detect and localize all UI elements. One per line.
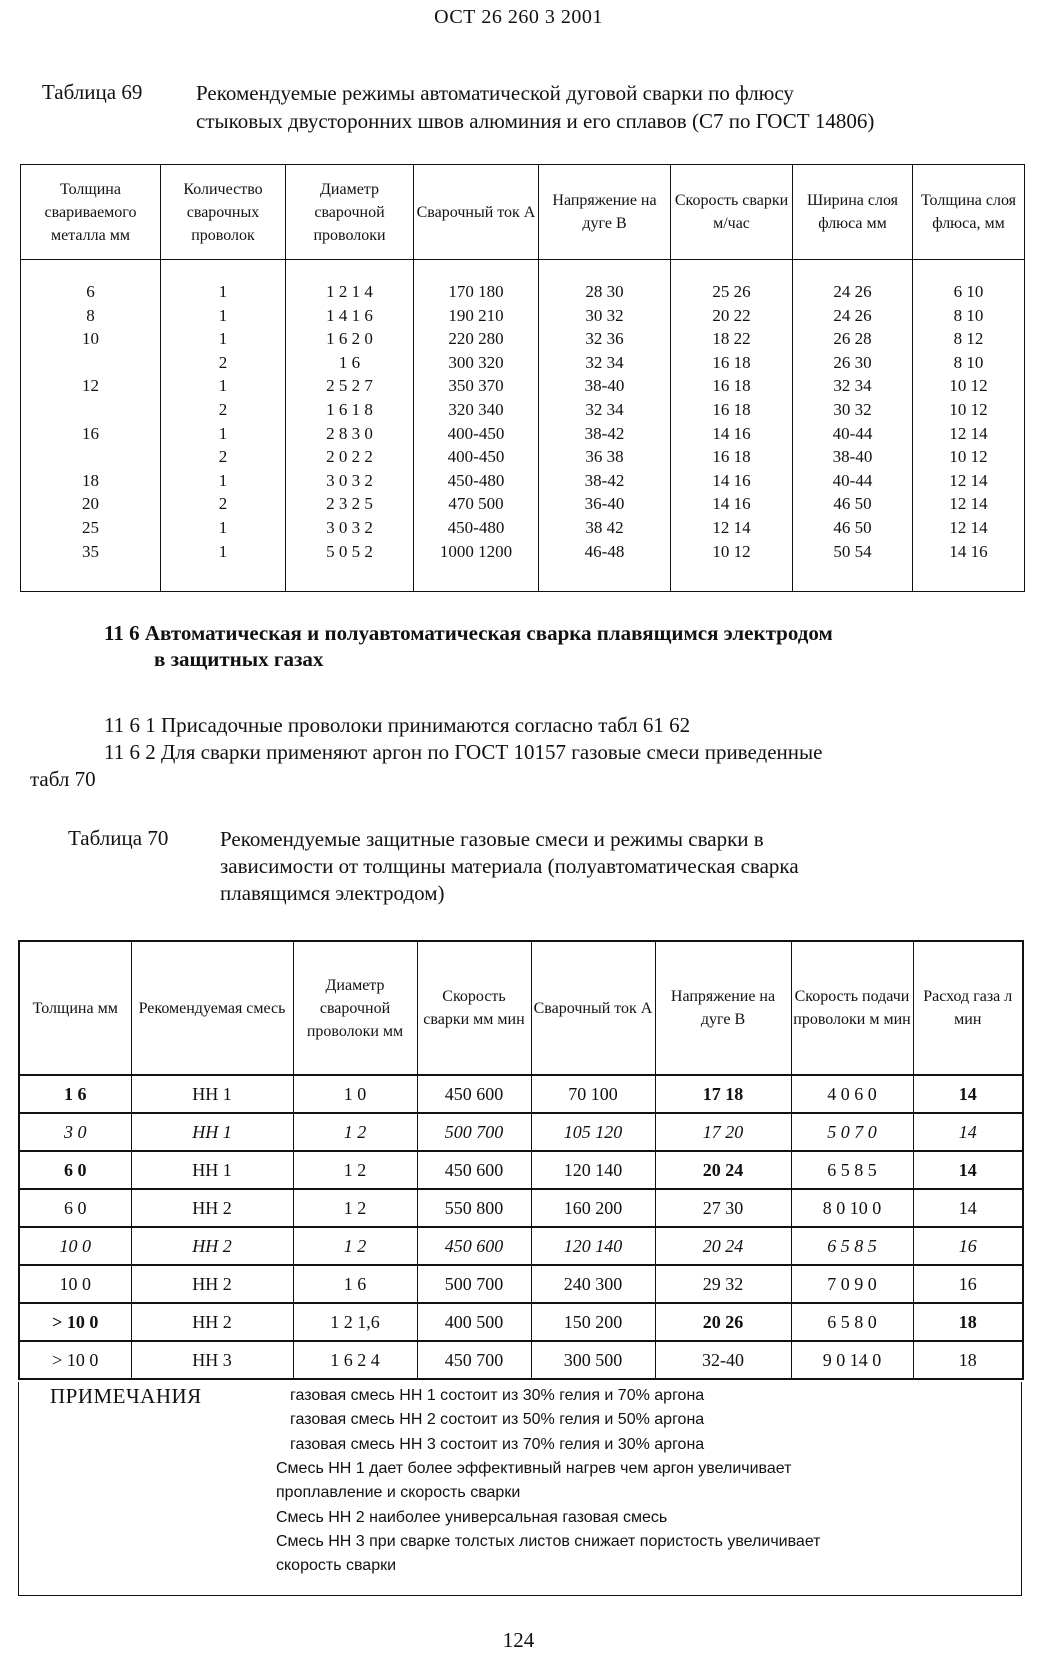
- table70-cell: > 10 0: [19, 1303, 131, 1341]
- table70-row: [19, 1151, 1023, 1189]
- table70-cell: > 10 0: [19, 1341, 131, 1379]
- table69-cell: 16: [82, 423, 99, 443]
- table69-cell: 450-480: [447, 517, 505, 537]
- table69-cell: 36 38: [585, 447, 624, 467]
- table69-cell: 10: [82, 329, 99, 349]
- table69-cell: 26 28: [833, 329, 872, 349]
- table69-caption-line1: Рекомендуемые режимы автоматической дуговой сварки по флюсу: [196, 81, 794, 105]
- table69-cell: 12: [82, 376, 99, 396]
- note-line: газовая смесь НН 1 состоит из 30% гелия и 70% аргона: [290, 1387, 705, 1404]
- table70-col-current: Сварочный ток А: [531, 941, 655, 1075]
- table69-cell: 46 50: [833, 494, 872, 514]
- table69-cell: 3 0 3 2: [326, 517, 373, 537]
- table69-cell: 50 54: [833, 541, 872, 561]
- table70-cell: 500 700: [417, 1113, 531, 1151]
- table69-cell: 14 16: [712, 494, 751, 514]
- table70-cell: 6 5 8 5: [791, 1151, 913, 1189]
- section-heading-line1: 11 6 Автоматическая и полуавтоматическая сварка плавящимся электродом: [104, 621, 833, 645]
- table69-cell: 30 32: [833, 399, 872, 419]
- table70-cell: 400 500: [417, 1303, 531, 1341]
- document-header: ОСТ 26 260 3 2001: [434, 6, 603, 28]
- table69-cell: [21, 351, 160, 375]
- table70-cell: НН 2: [131, 1303, 293, 1341]
- table69-cell: 12 14: [949, 423, 988, 443]
- table69-cell: 30 32: [585, 305, 624, 325]
- table69-cell: 24 26: [833, 305, 872, 325]
- table69-cell: 24 26: [833, 282, 872, 301]
- table70-cell: 1 6: [293, 1265, 417, 1303]
- table70-cell: 450 600: [417, 1151, 531, 1189]
- table69-cell: 38-40: [832, 447, 873, 467]
- table69-cell: 1 2 1 4: [326, 282, 373, 301]
- table69-cell: 16 18: [712, 352, 751, 372]
- table69-cell: 40-44: [832, 423, 873, 443]
- table69-cell: 18: [82, 470, 99, 490]
- table70: [18, 940, 1024, 1380]
- table70-cell: 5 0 7 0: [791, 1113, 913, 1151]
- note-line: газовая смесь НН 2 состоит из 50% гелия и 50% аргона: [290, 1411, 705, 1428]
- table69-cell: 14 16: [712, 470, 751, 490]
- table69-cell: 32 34: [585, 352, 624, 372]
- table70-cell: 500 700: [417, 1265, 531, 1303]
- table69-cell: 2: [218, 399, 228, 419]
- table69-cell: 1 6 2 0: [326, 329, 373, 349]
- table69-cell: 38-40: [584, 376, 625, 396]
- table70-caption-line3: плавящимся электродом): [220, 881, 445, 905]
- table69-cell: 25 26: [712, 282, 751, 301]
- table70-cell: 1 2: [293, 1113, 417, 1151]
- table69-cell: 3 0 3 2: [326, 470, 373, 490]
- table70-row: [19, 1265, 1023, 1303]
- table70-cell: 16: [913, 1227, 1023, 1265]
- table69-col-current: Сварочный ток А: [414, 165, 539, 260]
- table69-cell: 1 6 1 8: [326, 399, 373, 419]
- table69-cell: 1: [218, 329, 228, 349]
- table69-col-voltage: Напряжение на дуге В: [539, 165, 671, 260]
- table69-cell: 1: [218, 376, 228, 396]
- table69-cell: 1 6: [338, 352, 361, 372]
- table69-cell: 320 340: [448, 399, 504, 419]
- table69-col-flux-thickness: Толщина слоя флюса, мм: [913, 165, 1025, 260]
- table69-column-cells: [286, 260, 414, 592]
- table69-column-cells: [793, 260, 913, 592]
- table69-cell: 12 14: [712, 517, 751, 537]
- table70-cell: 240 300: [531, 1265, 655, 1303]
- table69-cell: 450-480: [447, 470, 505, 490]
- table69-cell: [21, 445, 160, 469]
- table69-cell: 400-450: [447, 447, 505, 467]
- section-paragraph-1: 11 6 1 Присадочные проволоки принимаются согласно табл 61 62: [104, 713, 691, 737]
- table69-cell: 46-48: [584, 541, 625, 561]
- table70-col-wire-diameter: Диаметр сварочной проволоки мм: [293, 941, 417, 1075]
- table70-cell: 17 20: [655, 1113, 791, 1151]
- table70-row: [19, 1303, 1023, 1341]
- table70-cell: 160 200: [531, 1189, 655, 1227]
- table69-cell: 1: [218, 305, 228, 325]
- table70-cell: 300 500: [531, 1341, 655, 1379]
- table69-cell: 28 30: [585, 282, 624, 301]
- table69-cell: 32 34: [585, 399, 624, 419]
- section-paragraph-2-line2: табл 70: [30, 767, 96, 791]
- table70-cell: 8 0 10 0: [791, 1189, 913, 1227]
- table69-cell: 18 22: [712, 329, 751, 349]
- table69-cell: 300 320: [448, 352, 504, 372]
- table69-cell: 2: [218, 352, 228, 372]
- table69-col-wire-count: Количество сварочных проволок: [161, 165, 286, 260]
- table70-cell: 1 2: [293, 1189, 417, 1227]
- table70-cell: 450 700: [417, 1341, 531, 1379]
- table69-column-cells: [913, 260, 1025, 592]
- table69-cell: 2 5 2 7: [326, 376, 373, 396]
- table70-col-weld-speed: Скорость сварки мм мин: [417, 941, 531, 1075]
- table70-cell: 14: [913, 1075, 1023, 1113]
- table69-cell: 220 280: [448, 329, 504, 349]
- table69-cell: 6 10: [953, 282, 984, 301]
- page-number: 124: [502, 1628, 535, 1652]
- table69-column-cells: [671, 260, 793, 592]
- table69-cell: 2 0 2 2: [326, 447, 373, 467]
- table70-cell: НН 3: [131, 1341, 293, 1379]
- table69-caption-line2: стыковых двусторонних швов алюминия и его сплавов (С7 по ГОСТ 14806): [196, 109, 875, 133]
- table69-col-speed: Скорость сварки м/час: [671, 165, 793, 260]
- table69-col-thickness: Толщина свариваемого металла мм: [21, 165, 161, 260]
- table69-cell: 1: [218, 282, 228, 301]
- table70-cell: 450 600: [417, 1075, 531, 1113]
- table69-column-cells: [161, 260, 286, 592]
- table69-cell: 8 12: [953, 329, 984, 349]
- table69-col-flux-width: Ширина слоя флюса мм: [793, 165, 913, 260]
- table70-cell: 6 5 8 0: [791, 1303, 913, 1341]
- notes-title: ПРИМЕЧАНИЯ: [50, 1384, 202, 1408]
- table69-cell: 8 10: [953, 305, 984, 325]
- table69-cell: 10 12: [949, 376, 988, 396]
- table70-cell: 1 6: [19, 1075, 131, 1113]
- table70-cell: 450 600: [417, 1227, 531, 1265]
- table69-cell: 8: [86, 305, 95, 325]
- table70-col-thickness: Толщина мм: [19, 941, 131, 1075]
- table70-cell: 3 0: [19, 1113, 131, 1151]
- note-line: Смесь НН 3 при сварке толстых листов снижает пористость увеличивает: [276, 1533, 821, 1550]
- table70-cell: 120 140: [531, 1151, 655, 1189]
- table69-cell: 32 34: [833, 376, 872, 396]
- table70-cell: 4 0 6 0: [791, 1075, 913, 1113]
- table69-cell: 1 4 1 6: [326, 305, 373, 325]
- table70-row: [19, 1341, 1023, 1379]
- table69-cell: 20 22: [712, 305, 751, 325]
- table69-cell: 38-42: [584, 470, 625, 490]
- table70-cell: 20 26: [655, 1303, 791, 1341]
- table69-cell: 1: [218, 470, 228, 490]
- table69-cell: 40-44: [832, 470, 873, 490]
- table70-cell: 7 0 9 0: [791, 1265, 913, 1303]
- table69-cell: 350 370: [448, 376, 504, 396]
- table70-cell: НН 1: [131, 1075, 293, 1113]
- table70-caption-line2: зависимости от толщины материала (полуавтоматическая сварка: [220, 854, 799, 878]
- note-line: Смесь НН 2 наиболее универсальная газовая смесь: [276, 1509, 668, 1526]
- table69-column-cells: [21, 260, 161, 592]
- table69-cell: 2 8 3 0: [326, 423, 373, 443]
- table69-col-wire-diameter: Диаметр сварочной проволоки: [286, 165, 414, 260]
- table70-col-mixture: Рекомендуемая смесь: [131, 941, 293, 1075]
- table70-cell: 1 0: [293, 1075, 417, 1113]
- table70-cell: 1 2 1,6: [293, 1303, 417, 1341]
- table70-cell: 1 2: [293, 1151, 417, 1189]
- table69-cell: 10 12: [949, 399, 988, 419]
- table70-row: [19, 1189, 1023, 1227]
- table69-cell: 1: [218, 517, 228, 537]
- table70-row: [19, 1227, 1023, 1265]
- table69-cell: 32 36: [585, 329, 624, 349]
- table69-cell: 170 180: [448, 282, 504, 301]
- table70-cell: 6 0: [19, 1151, 131, 1189]
- table69-cell: 10 12: [949, 447, 988, 467]
- table69-cell: 35: [82, 541, 99, 561]
- table69-cell: 46 50: [833, 517, 872, 537]
- table69-cell: 16 18: [712, 399, 751, 419]
- table70-label: Таблица 70: [68, 826, 169, 850]
- note-line: Смесь НН 1 дает более эффективный нагрев чем аргон увеличивает: [276, 1460, 792, 1477]
- table69-cell: 1000 1200: [439, 541, 513, 561]
- table70-caption-line1: Рекомендуемые защитные газовые смеси и режимы сварки в: [220, 827, 764, 851]
- table70-cell: 70 100: [531, 1075, 655, 1113]
- table69-cell: 400-450: [447, 423, 505, 443]
- table70-cell: 105 120: [531, 1113, 655, 1151]
- table70-cell: 14: [913, 1189, 1023, 1227]
- table70-cell: 550 800: [417, 1189, 531, 1227]
- table70-cell: 20 24: [655, 1151, 791, 1189]
- table69-cell: 14 16: [949, 541, 988, 561]
- table69-cell: 470 500: [448, 494, 504, 514]
- table70-cell: НН 2: [131, 1227, 293, 1265]
- table69-cell: 10 12: [712, 541, 751, 561]
- table69-cell: 1: [218, 423, 228, 443]
- table69-cell: 8 10: [953, 352, 984, 372]
- table69-cell: 38-42: [584, 423, 625, 443]
- table69-cell: 38 42: [585, 517, 624, 537]
- table70-cell: 16: [913, 1265, 1023, 1303]
- table69-cell: 16 18: [712, 376, 751, 396]
- table69-cell: 1: [218, 541, 228, 561]
- table70-header-row: [19, 941, 1023, 1075]
- table69-cell: 2: [218, 447, 228, 467]
- table70-cell: НН 2: [131, 1265, 293, 1303]
- table70-cell: 150 200: [531, 1303, 655, 1341]
- table70-cell: 27 30: [655, 1189, 791, 1227]
- table69: [20, 164, 1025, 592]
- table69-column-cells: [539, 260, 671, 592]
- table69-cell: 190 210: [448, 305, 504, 325]
- table69-cell: 5 0 5 2: [326, 541, 373, 561]
- table69-cell: 20: [82, 494, 99, 514]
- table70-cell: 1 2: [293, 1227, 417, 1265]
- table70-cell: 9 0 14 0: [791, 1341, 913, 1379]
- table69-cell: 36-40: [584, 494, 625, 514]
- table70-col-feed-speed: Скорость подачи проволоки м мин: [791, 941, 913, 1075]
- table70-cell: 20 24: [655, 1227, 791, 1265]
- table69-cell: 2 3 2 5: [326, 494, 373, 514]
- table70-cell: 6 5 8 5: [791, 1227, 913, 1265]
- table69-cell: 14 16: [712, 423, 751, 443]
- table69-body: [21, 260, 1025, 592]
- table69-cell: [21, 398, 160, 422]
- table70-row: [19, 1113, 1023, 1151]
- note-line: газовая смесь НН 3 состоит из 70% гелия и 30% аргона: [290, 1436, 705, 1453]
- table69-cell: 2: [218, 494, 228, 514]
- section-paragraph-2-line1: 11 6 2 Для сварки применяют аргон по ГОСТ 10157 газовые смеси приведенные: [104, 740, 823, 764]
- table69-cell: 25: [82, 517, 99, 537]
- table70-cell: 18: [913, 1303, 1023, 1341]
- table70-cell: НН 2: [131, 1189, 293, 1227]
- table70-col-voltage: Напряжение на дуге В: [655, 941, 791, 1075]
- table70-row: [19, 1075, 1023, 1113]
- table70-cell: 120 140: [531, 1227, 655, 1265]
- table70-cell: 18: [913, 1341, 1023, 1379]
- table69-cell: 16 18: [712, 447, 751, 467]
- table70-cell: 29 32: [655, 1265, 791, 1303]
- table70-cell: 1 6 2 4: [293, 1341, 417, 1379]
- table70-col-gas-flow: Расход газа л мин: [913, 941, 1023, 1075]
- note-line: проплавление и скорость сварки: [276, 1484, 521, 1501]
- table70-cell: НН 1: [131, 1151, 293, 1189]
- table69-cell: 6: [86, 282, 95, 301]
- table70-cell: 14: [913, 1151, 1023, 1189]
- table69-cell: 12 14: [949, 470, 988, 490]
- table69-label: Таблица 69: [42, 80, 143, 104]
- note-line: скорость сварки: [276, 1557, 397, 1574]
- table70-cell: 17 18: [655, 1075, 791, 1113]
- table70-cell: 6 0: [19, 1189, 131, 1227]
- table70-cell: 10 0: [19, 1227, 131, 1265]
- table70-cell: 14: [913, 1113, 1023, 1151]
- table69-header-row: [21, 165, 1025, 260]
- table70-cell: 32-40: [655, 1341, 791, 1379]
- section-heading-line2: в защитных газах: [154, 647, 324, 671]
- table69-cell: 12 14: [949, 517, 988, 537]
- table69-cell: 26 30: [833, 352, 872, 372]
- table69-cell: 12 14: [949, 494, 988, 514]
- table69-column-cells: [414, 260, 539, 592]
- table70-cell: НН 1: [131, 1113, 293, 1151]
- table70-cell: 10 0: [19, 1265, 131, 1303]
